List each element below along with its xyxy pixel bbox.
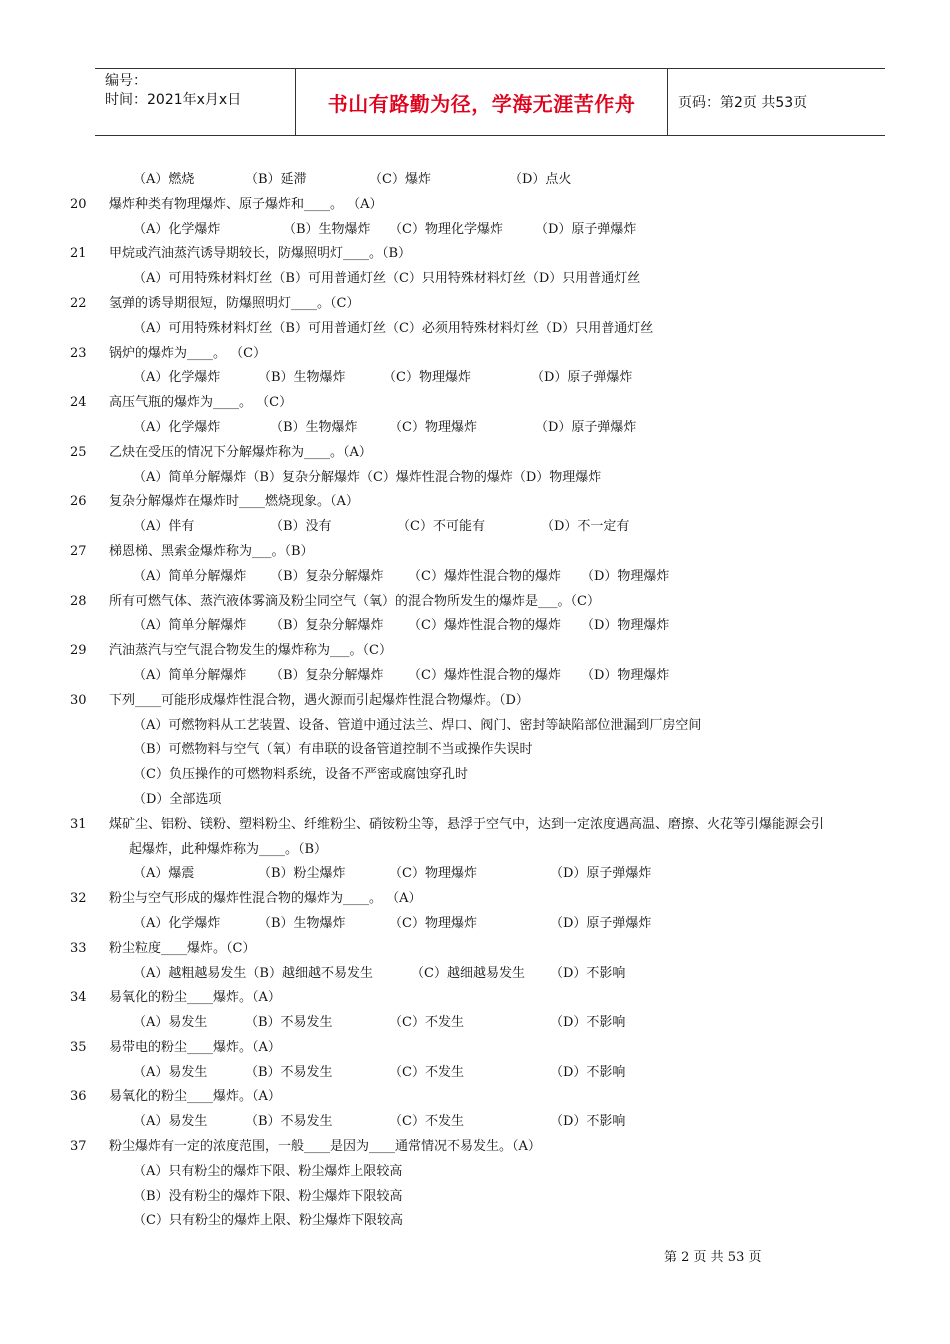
option-choice: （A）伴有	[133, 519, 195, 535]
question-item	[0, 1036, 950, 1061]
options-row	[0, 168, 950, 193]
option-choice: （B）不易发生	[245, 1064, 333, 1080]
option-choice: （C）不可能有	[397, 519, 485, 535]
options-row	[0, 515, 950, 540]
option-choice: （C）物理爆炸	[383, 370, 471, 386]
question-text: 易带电的粉尘____爆炸。（A）	[109, 1039, 281, 1055]
options-row	[0, 416, 950, 441]
option-line	[0, 1160, 950, 1185]
option-choice: （D）原子弹爆炸	[550, 915, 652, 931]
question-item	[0, 292, 950, 317]
option-choice: （D）不一定有	[541, 519, 630, 535]
question-number: 21	[70, 246, 87, 262]
question-text: 复杂分解爆炸在爆炸时____燃烧现象。（A）	[109, 494, 359, 510]
option-choice: （B）不易发生	[245, 1114, 333, 1130]
option-choice: （C）越细越易发生	[411, 965, 525, 981]
question-number: 20	[70, 196, 87, 212]
option-choice: （C）物理化学爆炸	[389, 221, 503, 237]
option-choice: （C）爆炸性混合物的爆炸	[408, 667, 561, 683]
question-text: 汽油蒸汽与空气混合物发生的爆炸称为___。（C）	[109, 643, 392, 659]
question-number: 37	[70, 1139, 87, 1155]
question-text: 锅炉的爆炸为____。 （C）	[109, 345, 267, 361]
option-choice: （B）不易发生	[245, 1015, 333, 1031]
question-item	[0, 342, 950, 367]
option-choice: （B）复杂分解爆炸	[270, 568, 384, 584]
header-meta	[95, 69, 296, 135]
options-row	[0, 962, 950, 987]
option-text: （A）可用特殊材料灯丝（B）可用普通灯丝（C）只用特殊材料灯丝（D）只用普通灯丝	[133, 271, 641, 287]
option-line	[0, 267, 950, 292]
option-line	[0, 466, 950, 491]
options-row	[0, 565, 950, 590]
option-choice: （B）延滞	[245, 172, 307, 187]
option-choice: （D）点火	[509, 172, 572, 187]
question-text: 梯恩梯、黑索金爆炸称为___。（B）	[109, 543, 314, 559]
question-item	[0, 1085, 950, 1110]
option-text: （B）没有粉尘的爆炸下限、粉尘爆炸下限较高	[133, 1188, 403, 1204]
question-item	[0, 441, 950, 466]
option-choice: （B）粉尘爆炸	[258, 866, 346, 882]
option-choice: （D）不影响	[550, 1015, 626, 1031]
question-text: 甲烷或汽油蒸汽诱导期较长，防爆照明灯____。（B）	[109, 246, 412, 262]
question-number: 22	[70, 295, 87, 311]
option-choice: （C）不发生	[389, 1015, 464, 1031]
option-choice: （D）不影响	[550, 1064, 626, 1080]
question-item	[0, 986, 950, 1011]
option-choice: （B）复杂分解爆炸	[270, 667, 384, 683]
options-row	[0, 366, 950, 391]
option-choice: （C）爆炸性混合物的爆炸	[408, 618, 561, 634]
question-number: 33	[70, 940, 87, 956]
option-choice: （A）化学爆炸	[133, 370, 221, 386]
option-text: （A）只有粉尘的爆炸下限、粉尘爆炸上限较高	[133, 1163, 403, 1179]
question-text: 易氧化的粉尘____爆炸。（A）	[109, 990, 281, 1006]
question-item	[0, 689, 950, 714]
option-choice: （A）越粗越易发生（B）越细越不易发生	[133, 965, 373, 981]
question-continuation	[0, 838, 950, 863]
option-text: （A）简单分解爆炸（B）复杂分解爆炸（C）爆炸性混合物的爆炸（D）物理爆炸	[133, 469, 602, 485]
option-choice: （A）简单分解爆炸	[133, 568, 247, 584]
question-text: 爆炸种类有物理爆炸、原子爆炸和____。 （A）	[109, 196, 383, 212]
header-slogan: 书山有路勤为径，学海无涯苦作舟	[296, 69, 668, 135]
option-choice: （D）原子弹爆炸	[531, 370, 633, 386]
option-text: （D）全部选项	[133, 791, 222, 807]
question-text: 粉尘爆炸有一定的浓度范围，一般____是因为____通常情况不易发生。（A）	[109, 1139, 541, 1155]
question-item	[0, 639, 950, 664]
question-item	[0, 391, 950, 416]
question-text: 粉尘粒度____爆炸。（C）	[109, 940, 256, 956]
question-text: 起爆炸，此种爆炸称为____。（B）	[129, 841, 328, 857]
question-item	[0, 540, 950, 565]
question-number: 25	[70, 444, 87, 460]
option-text: （A）可用特殊材料灯丝（B）可用普通灯丝（C）必须用特殊材料灯丝（D）只用普通灯丝	[133, 320, 654, 336]
option-choice: （C）不发生	[389, 1114, 464, 1130]
option-line	[0, 1209, 950, 1234]
option-choice: （B）生物爆炸	[270, 419, 358, 435]
option-text: （A）可燃物料从工艺装置、设备、管道中通过法兰、焊口、阀门、密封等缺陷部位泄漏到厂房空间	[133, 717, 702, 733]
question-text: 煤矿尘、铝粉、镁粉、塑料粉尘、纤维粉尘、硝铵粉尘等，悬浮于空气中，达到一定浓度遇高温、磨擦、火花等引爆能源会引	[109, 816, 825, 832]
options-row	[0, 912, 950, 937]
question-text: 高压气瓶的爆炸为____。 （C）	[109, 395, 293, 411]
option-choice: （A）化学爆炸	[133, 419, 221, 435]
options-row	[0, 1110, 950, 1135]
option-choice: （C）爆炸	[369, 172, 431, 187]
option-text: （B）可燃物料与空气（氧）有串联的设备管道控制不当或操作失误时	[133, 742, 533, 758]
option-choice: （D）原子弹爆炸	[535, 419, 637, 435]
question-text: 所有可燃气体、蒸汽液体雾滴及粉尘同空气（氧）的混合物所发生的爆炸是___。（C）	[109, 593, 600, 609]
options-row	[0, 614, 950, 639]
option-choice: （C）爆炸性混合物的爆炸	[408, 568, 561, 584]
options-row	[0, 218, 950, 243]
question-item	[0, 937, 950, 962]
question-item	[0, 490, 950, 515]
page-header	[95, 68, 885, 136]
option-choice: （A）爆震	[133, 866, 195, 882]
option-choice: （D）物理爆炸	[581, 568, 670, 584]
option-choice: （A）燃烧	[133, 172, 195, 187]
option-choice: （A）化学爆炸	[133, 221, 221, 237]
option-choice: （B）生物爆炸	[283, 221, 371, 237]
page-footer: 第 2 页 共 53 页	[664, 1250, 762, 1265]
option-text: （C）只有粉尘的爆炸上限、粉尘爆炸下限较高	[133, 1213, 403, 1229]
question-number: 24	[70, 395, 87, 411]
question-text: 粉尘与空气形成的爆炸性混合物的爆炸为____。 （A）	[109, 891, 422, 907]
options-row	[0, 1011, 950, 1036]
question-item	[0, 193, 950, 218]
options-row	[0, 862, 950, 887]
question-text: 易氧化的粉尘____爆炸。（A）	[109, 1089, 281, 1105]
question-number: 29	[70, 643, 87, 659]
question-text: 下列____可能形成爆炸性混合物，遇火源而引起爆炸性混合物爆炸。（D）	[109, 692, 529, 708]
option-choice: （D）物理爆炸	[581, 667, 670, 683]
option-line	[0, 1185, 950, 1210]
question-number: 30	[70, 692, 87, 708]
option-text: （C）负压操作的可燃物料系统，设备不严密或腐蚀穿孔时	[133, 767, 468, 783]
option-choice: （D）物理爆炸	[581, 618, 670, 634]
option-choice: （C）物理爆炸	[389, 419, 477, 435]
option-line	[0, 317, 950, 342]
option-choice: （B）生物爆炸	[258, 370, 346, 386]
question-text: 氢弹的诱导期很短，防爆照明灯____。（C）	[109, 295, 360, 311]
question-number: 35	[70, 1039, 87, 1055]
option-choice: （C）不发生	[389, 1064, 464, 1080]
question-item	[0, 887, 950, 912]
option-line	[0, 788, 950, 813]
option-choice: （C）物理爆炸	[389, 866, 477, 882]
question-list	[0, 168, 950, 1234]
options-row	[0, 664, 950, 689]
question-item	[0, 242, 950, 267]
option-line	[0, 738, 950, 763]
option-choice: （A）简单分解爆炸	[133, 667, 247, 683]
question-item	[0, 813, 950, 838]
option-choice: （D）原子弹爆炸	[550, 866, 652, 882]
question-number: 31	[70, 816, 87, 832]
question-item	[0, 590, 950, 615]
question-item	[0, 1135, 950, 1160]
option-choice: （B）没有	[270, 519, 332, 535]
option-choice: （B）生物爆炸	[258, 915, 346, 931]
option-choice: （A）易发生	[133, 1015, 208, 1031]
option-choice: （D）不影响	[550, 1114, 626, 1130]
option-choice: （D）原子弹爆炸	[535, 221, 637, 237]
option-line	[0, 763, 950, 788]
options-row	[0, 1061, 950, 1086]
option-choice: （A）简单分解爆炸	[133, 618, 247, 634]
option-choice: （A）易发生	[133, 1114, 208, 1130]
question-number: 27	[70, 543, 87, 559]
option-choice: （B）复杂分解爆炸	[270, 618, 384, 634]
doc-number-label: 编号：	[105, 73, 147, 89]
header-page-info: 页码：第2页 共53页	[678, 95, 808, 111]
option-choice: （A）化学爆炸	[133, 915, 221, 931]
question-number: 28	[70, 593, 87, 609]
question-number: 23	[70, 345, 87, 361]
option-line	[0, 714, 950, 739]
question-number: 32	[70, 891, 87, 907]
option-choice: （A）易发生	[133, 1064, 208, 1080]
question-number: 26	[70, 494, 87, 510]
doc-time-label: 时间：2021年x月x日	[105, 92, 242, 108]
question-number: 34	[70, 990, 87, 1006]
option-choice: （C）物理爆炸	[389, 915, 477, 931]
option-choice: （D）不影响	[550, 965, 626, 981]
question-text: 乙炔在受压的情况下分解爆炸称为____。（A）	[109, 444, 372, 460]
question-number: 36	[70, 1089, 87, 1105]
